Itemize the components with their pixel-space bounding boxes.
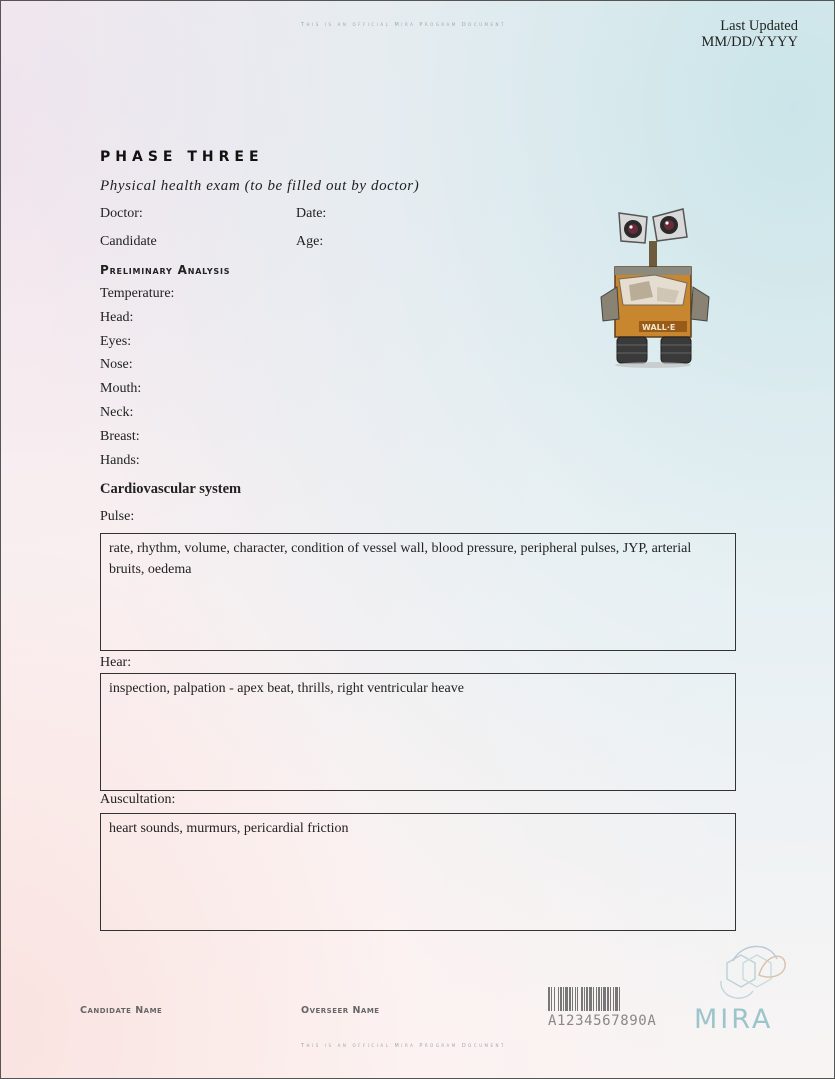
barcode-bar	[589, 987, 592, 1011]
preliminary-heading: Preliminary Analysis	[100, 263, 231, 277]
barcode-bar	[619, 987, 620, 1011]
barcode-number: A1234567890A	[548, 1013, 657, 1029]
doctor-label: Doctor:	[100, 206, 143, 221]
last-updated-value: MM/DD/YYYY	[701, 34, 798, 50]
barcode-bar	[615, 987, 618, 1011]
barcode-bar	[598, 987, 600, 1011]
barcode-bar	[586, 987, 588, 1011]
barcode-bar	[581, 987, 583, 1011]
auscultation-field[interactable]: heart sounds, murmurs, pericardial friction	[100, 813, 736, 931]
barcode-bar	[577, 987, 578, 1011]
candidate-label: Candidate	[100, 234, 157, 249]
hear-field[interactable]: inspection, palpation - apex beat, thrills, right ventricular heave	[100, 673, 736, 791]
cardio-heading: Cardiovascular system	[100, 481, 242, 497]
age-label: Age:	[296, 234, 324, 249]
barcode-bar	[572, 987, 573, 1011]
robot-logo-text: WALL·E	[642, 323, 676, 332]
brand-wordmark: MIRA	[694, 1004, 774, 1035]
hands-label: Hands:	[100, 453, 140, 468]
watermark-bottom: This is an official Mira Program Document	[301, 1043, 506, 1049]
barcode-bar	[551, 987, 552, 1011]
barcode-bar	[596, 987, 597, 1011]
mouth-label: Mouth:	[100, 381, 142, 396]
barcode-bar	[601, 987, 602, 1011]
barcode-bar	[607, 987, 609, 1011]
page-subtitle: Physical health exam (to be filled out by doctor)	[100, 178, 420, 194]
breast-label: Breast:	[100, 429, 140, 444]
barcode	[548, 987, 672, 1011]
auscultation-label: Auscultation:	[100, 792, 176, 807]
last-updated	[701, 18, 798, 50]
watermark-top: This is an official Mira Program Document	[301, 22, 506, 28]
barcode-bar	[575, 987, 576, 1011]
hear-label: Hear:	[100, 655, 132, 670]
barcode-bar	[613, 987, 614, 1011]
overseer-name-label: Overseer Name	[301, 1005, 380, 1016]
date-label: Date:	[296, 206, 327, 221]
barcode-bar	[563, 987, 564, 1011]
temperature-label: Temperature:	[100, 286, 175, 301]
barcode-bar	[584, 987, 585, 1011]
nose-label: Nose:	[100, 357, 133, 372]
barcode-bar	[560, 987, 562, 1011]
barcode-bar	[554, 987, 555, 1011]
barcode-bar	[603, 987, 606, 1011]
barcode-bar	[593, 987, 594, 1011]
barcode-bar	[569, 987, 571, 1011]
barcode-bar	[565, 987, 568, 1011]
mira-logo-icon	[713, 941, 789, 1009]
head-label: Head:	[100, 310, 134, 325]
robot-illustration	[595, 205, 715, 369]
page-title: PHASE THREE	[100, 149, 264, 165]
barcode-bar	[610, 987, 611, 1011]
candidate-name-label: Candidate Name	[80, 1005, 163, 1016]
last-updated-label: Last Updated	[720, 18, 798, 34]
robot-eyes	[619, 209, 687, 243]
barcode-bar	[548, 987, 550, 1011]
pulse-field[interactable]: rate, rhythm, volume, character, condition of vessel wall, blood pressure, peripheral pulses, JYP, arterial bruits, oedema	[100, 533, 736, 651]
pulse-label: Pulse:	[100, 509, 135, 524]
eyes-label: Eyes:	[100, 334, 132, 349]
neck-label: Neck:	[100, 405, 134, 420]
barcode-bar	[558, 987, 559, 1011]
